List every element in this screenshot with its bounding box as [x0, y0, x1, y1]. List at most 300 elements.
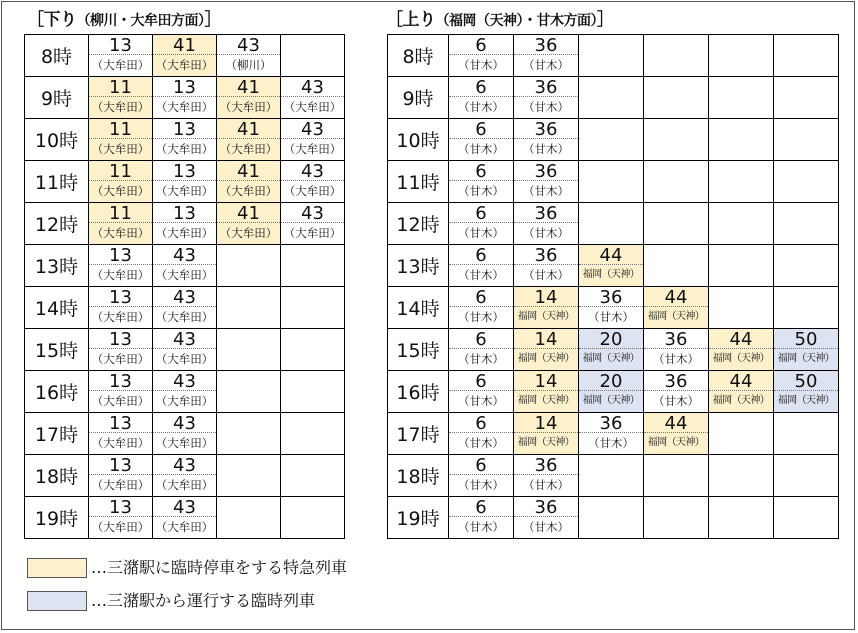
- departure-minute: 6: [449, 329, 513, 349]
- up-section-title: [386, 8, 614, 32]
- empty-cell: [579, 77, 644, 119]
- empty-cell: [709, 203, 774, 245]
- train-cell: [449, 203, 514, 245]
- departure-minute: 43: [153, 245, 216, 265]
- destination-label: （甘木）: [523, 520, 569, 534]
- departure-minute: 43: [153, 497, 216, 517]
- up-row-9: [388, 413, 839, 455]
- departure-minute: 44: [579, 245, 643, 265]
- empty-cell: [644, 35, 709, 77]
- destination-label: （大牟田）: [155, 184, 214, 198]
- empty-cell: [281, 455, 345, 497]
- destination-label: （甘木）: [458, 436, 504, 450]
- destination-label: 福岡（天神）: [647, 311, 705, 322]
- empty-cell: [644, 161, 709, 203]
- destination-label: （大牟田）: [91, 100, 150, 114]
- departure-minute: 6: [449, 35, 513, 55]
- hour-label: 11時: [388, 161, 449, 203]
- hour-label: 12時: [25, 203, 89, 245]
- up-row-1: [388, 77, 839, 119]
- up-row-11: [388, 497, 839, 539]
- train-cell: [153, 455, 217, 497]
- destination-label: （大牟田）: [155, 268, 214, 282]
- hour-label: 13時: [388, 245, 449, 287]
- hour-label: 18時: [388, 455, 449, 497]
- train-cell: [644, 371, 709, 413]
- up-title-end: ］: [597, 10, 614, 30]
- empty-cell: [281, 413, 345, 455]
- destination-label: （甘木）: [653, 352, 699, 366]
- empty-cell: [709, 35, 774, 77]
- up-row-6: [388, 287, 839, 329]
- up-row-5: [388, 245, 839, 287]
- train-cell: [644, 287, 709, 329]
- empty-cell: [579, 497, 644, 539]
- empty-cell: [774, 77, 839, 119]
- train-cell: [217, 35, 281, 77]
- empty-cell: [217, 455, 281, 497]
- departure-minute: 41: [217, 161, 280, 181]
- train-cell: [89, 119, 153, 161]
- empty-cell: [217, 329, 281, 371]
- down-title: ［下り: [27, 10, 77, 30]
- train-cell: [153, 35, 217, 77]
- empty-cell: [217, 497, 281, 539]
- train-cell: [579, 329, 644, 371]
- train-cell: [449, 455, 514, 497]
- train-cell: [89, 329, 153, 371]
- departure-minute: 43: [153, 287, 216, 307]
- up-row-0: [388, 35, 839, 77]
- departure-minute: 36: [644, 371, 708, 391]
- departure-minute: 50: [774, 371, 838, 391]
- train-cell: [89, 413, 153, 455]
- down-row-10: [25, 455, 345, 497]
- empty-cell: [709, 119, 774, 161]
- up-subtitle: （福岡（天神）・甘木方面）: [435, 13, 597, 29]
- hour-label: 15時: [25, 329, 89, 371]
- empty-cell: [644, 455, 709, 497]
- train-cell: [217, 119, 281, 161]
- down-timetable: [24, 34, 345, 539]
- empty-cell: [644, 203, 709, 245]
- destination-label: （大牟田）: [283, 226, 342, 240]
- destination-label: （甘木）: [458, 352, 504, 366]
- empty-cell: [281, 371, 345, 413]
- train-cell: [514, 119, 579, 161]
- departure-minute: 13: [89, 287, 152, 307]
- down-section-title: [27, 8, 221, 32]
- destination-label: （甘木）: [458, 184, 504, 198]
- train-cell: [514, 329, 579, 371]
- train-cell: [153, 413, 217, 455]
- hour-label: 18時: [25, 455, 89, 497]
- legend-swatch-blue: [27, 591, 87, 611]
- destination-label: （大牟田）: [219, 184, 278, 198]
- destination-label: 福岡（天神）: [582, 353, 640, 364]
- destination-label: （大牟田）: [219, 142, 278, 156]
- destination-label: （甘木）: [523, 226, 569, 240]
- empty-cell: [281, 287, 345, 329]
- destination-label: 福岡（天神）: [517, 395, 575, 406]
- hour-label: 14時: [25, 287, 89, 329]
- empty-cell: [774, 497, 839, 539]
- train-cell: [89, 245, 153, 287]
- train-cell: [281, 161, 345, 203]
- train-cell: [449, 329, 514, 371]
- train-cell: [89, 161, 153, 203]
- train-cell: [281, 77, 345, 119]
- empty-cell: [217, 287, 281, 329]
- empty-cell: [774, 119, 839, 161]
- empty-cell: [579, 35, 644, 77]
- departure-minute: 13: [89, 329, 152, 349]
- departure-minute: 6: [449, 413, 513, 433]
- destination-label: （大牟田）: [91, 478, 150, 492]
- departure-minute: 20: [579, 371, 643, 391]
- hour-label: 11時: [25, 161, 89, 203]
- down-row-1: [25, 77, 345, 119]
- up-row-3: [388, 161, 839, 203]
- destination-label: （大牟田）: [219, 100, 278, 114]
- train-cell: [153, 371, 217, 413]
- train-cell: [281, 203, 345, 245]
- departure-minute: 11: [89, 203, 152, 223]
- departure-minute: 36: [514, 119, 578, 139]
- destination-label: （大牟田）: [155, 394, 214, 408]
- empty-cell: [774, 287, 839, 329]
- destination-label: （甘木）: [458, 310, 504, 324]
- empty-cell: [774, 413, 839, 455]
- train-cell: [644, 413, 709, 455]
- destination-label: （大牟田）: [283, 184, 342, 198]
- empty-cell: [709, 455, 774, 497]
- departure-minute: 13: [153, 119, 216, 139]
- departure-minute: 13: [89, 413, 152, 433]
- departure-minute: 43: [153, 455, 216, 475]
- hour-label: 10時: [25, 119, 89, 161]
- departure-minute: 43: [281, 161, 344, 181]
- empty-cell: [644, 245, 709, 287]
- departure-minute: 44: [644, 413, 708, 433]
- destination-label: 福岡（天神）: [647, 437, 705, 448]
- hour-label: 12時: [388, 203, 449, 245]
- up-row-10: [388, 455, 839, 497]
- departure-minute: 36: [644, 329, 708, 349]
- train-cell: [514, 371, 579, 413]
- destination-label: （甘木）: [523, 58, 569, 72]
- destination-label: 福岡（天神）: [712, 353, 770, 364]
- empty-cell: [774, 245, 839, 287]
- train-cell: [89, 35, 153, 77]
- down-row-11: [25, 497, 345, 539]
- train-cell: [449, 119, 514, 161]
- destination-label: （大牟田）: [155, 352, 214, 366]
- departure-minute: 36: [514, 497, 578, 517]
- down-row-3: [25, 161, 345, 203]
- departure-minute: 36: [514, 35, 578, 55]
- legend-swatch-yellow: [27, 558, 87, 578]
- train-cell: [514, 497, 579, 539]
- empty-cell: [709, 77, 774, 119]
- train-cell: [709, 329, 774, 371]
- empty-cell: [709, 245, 774, 287]
- train-cell: [89, 203, 153, 245]
- empty-cell: [774, 161, 839, 203]
- departure-minute: 6: [449, 371, 513, 391]
- down-row-5: [25, 245, 345, 287]
- train-cell: [89, 77, 153, 119]
- departure-minute: 14: [514, 287, 578, 307]
- empty-cell: [217, 413, 281, 455]
- empty-cell: [579, 203, 644, 245]
- destination-label: （甘木）: [523, 478, 569, 492]
- train-cell: [774, 329, 839, 371]
- hour-label: 8時: [25, 35, 89, 77]
- destination-label: （甘木）: [458, 520, 504, 534]
- departure-minute: 36: [514, 245, 578, 265]
- departure-minute: 6: [449, 119, 513, 139]
- down-row-0: [25, 35, 345, 77]
- hour-label: 15時: [388, 329, 449, 371]
- empty-cell: [281, 245, 345, 287]
- down-row-9: [25, 413, 345, 455]
- destination-label: （大牟田）: [155, 226, 214, 240]
- empty-cell: [774, 455, 839, 497]
- departure-minute: 6: [449, 287, 513, 307]
- destination-label: （大牟田）: [155, 520, 214, 534]
- destination-label: （甘木）: [523, 100, 569, 114]
- train-cell: [709, 371, 774, 413]
- destination-label: （大牟田）: [91, 142, 150, 156]
- down-row-4: [25, 203, 345, 245]
- empty-cell: [579, 119, 644, 161]
- destination-label: （大牟田）: [219, 226, 278, 240]
- destination-label: 福岡（天神）: [582, 395, 640, 406]
- departure-minute: 13: [89, 245, 152, 265]
- down-subtitle: （柳川・大牟田方面）: [76, 13, 205, 29]
- train-cell: [514, 245, 579, 287]
- destination-label: （大牟田）: [155, 58, 214, 72]
- departure-minute: 13: [153, 77, 216, 97]
- departure-minute: 44: [709, 329, 773, 349]
- departure-minute: 43: [217, 35, 280, 55]
- departure-minute: 14: [514, 371, 578, 391]
- train-cell: [514, 161, 579, 203]
- departure-minute: 44: [709, 371, 773, 391]
- train-cell: [89, 371, 153, 413]
- train-cell: [449, 77, 514, 119]
- train-cell: [514, 455, 579, 497]
- destination-label: （甘木）: [458, 394, 504, 408]
- hour-label: 14時: [388, 287, 449, 329]
- hour-label: 16時: [388, 371, 449, 413]
- departure-minute: 36: [579, 413, 643, 433]
- departure-minute: 13: [89, 455, 152, 475]
- train-cell: [153, 161, 217, 203]
- departure-minute: 43: [153, 329, 216, 349]
- destination-label: 福岡（天神）: [712, 395, 770, 406]
- up-title: ［上り: [386, 10, 436, 30]
- empty-cell: [281, 35, 345, 77]
- destination-label: （柳川）: [225, 58, 272, 72]
- departure-minute: 6: [449, 161, 513, 181]
- destination-label: 福岡（天神）: [517, 353, 575, 364]
- destination-label: （大牟田）: [155, 478, 214, 492]
- destination-label: 福岡（天神）: [517, 437, 575, 448]
- departure-minute: 36: [514, 77, 578, 97]
- down-row-8: [25, 371, 345, 413]
- destination-label: （大牟田）: [155, 310, 214, 324]
- train-cell: [217, 203, 281, 245]
- destination-label: （甘木）: [523, 268, 569, 282]
- train-cell: [153, 245, 217, 287]
- empty-cell: [281, 329, 345, 371]
- departure-minute: 14: [514, 413, 578, 433]
- down-title-end: ］: [204, 10, 221, 30]
- destination-label: 福岡（天神）: [777, 395, 835, 406]
- departure-minute: 41: [153, 35, 216, 55]
- destination-label: （大牟田）: [91, 268, 150, 282]
- train-cell: [514, 35, 579, 77]
- departure-minute: 13: [89, 371, 152, 391]
- departure-minute: 6: [449, 245, 513, 265]
- empty-cell: [217, 245, 281, 287]
- train-cell: [449, 161, 514, 203]
- up-timetable: [387, 34, 839, 539]
- destination-label: （大牟田）: [91, 310, 150, 324]
- departure-minute: 11: [89, 119, 152, 139]
- empty-cell: [644, 497, 709, 539]
- departure-minute: 50: [774, 329, 838, 349]
- destination-label: （甘木）: [458, 142, 504, 156]
- train-cell: [514, 287, 579, 329]
- train-cell: [449, 245, 514, 287]
- destination-label: （甘木）: [458, 478, 504, 492]
- destination-label: （甘木）: [588, 310, 634, 324]
- empty-cell: [709, 413, 774, 455]
- departure-minute: 14: [514, 329, 578, 349]
- train-cell: [774, 371, 839, 413]
- train-cell: [514, 77, 579, 119]
- destination-label: （甘木）: [458, 100, 504, 114]
- departure-minute: 13: [153, 203, 216, 223]
- empty-cell: [774, 35, 839, 77]
- train-cell: [579, 245, 644, 287]
- destination-label: （大牟田）: [91, 394, 150, 408]
- departure-minute: 6: [449, 455, 513, 475]
- train-cell: [281, 119, 345, 161]
- train-cell: [449, 287, 514, 329]
- up-row-2: [388, 119, 839, 161]
- train-cell: [514, 203, 579, 245]
- train-cell: [217, 161, 281, 203]
- departure-minute: 11: [89, 77, 152, 97]
- destination-label: （大牟田）: [91, 184, 150, 198]
- departure-minute: 36: [579, 287, 643, 307]
- departure-minute: 43: [281, 77, 344, 97]
- down-row-7: [25, 329, 345, 371]
- train-cell: [153, 497, 217, 539]
- train-cell: [449, 371, 514, 413]
- train-cell: [153, 77, 217, 119]
- hour-label: 10時: [388, 119, 449, 161]
- destination-label: （甘木）: [458, 226, 504, 240]
- destination-label: （大牟田）: [283, 100, 342, 114]
- departure-minute: 36: [514, 203, 578, 223]
- departure-minute: 13: [89, 35, 152, 55]
- departure-minute: 11: [89, 161, 152, 181]
- empty-cell: [579, 161, 644, 203]
- empty-cell: [774, 203, 839, 245]
- hour-label: 9時: [25, 77, 89, 119]
- train-cell: [579, 287, 644, 329]
- destination-label: （大牟田）: [91, 520, 150, 534]
- legend-label-express: …三潴駅に臨時停車をする特急列車: [91, 558, 348, 577]
- departure-minute: 43: [153, 371, 216, 391]
- up-row-4: [388, 203, 839, 245]
- destination-label: （大牟田）: [91, 436, 150, 450]
- destination-label: （甘木）: [653, 394, 699, 408]
- train-cell: [449, 35, 514, 77]
- hour-label: 17時: [25, 413, 89, 455]
- train-cell: [153, 287, 217, 329]
- departure-minute: 13: [89, 497, 152, 517]
- train-cell: [579, 413, 644, 455]
- departure-minute: 13: [153, 161, 216, 181]
- hour-label: 17時: [388, 413, 449, 455]
- departure-minute: 36: [514, 161, 578, 181]
- empty-cell: [217, 371, 281, 413]
- legend-label-special: …三潴駅から運行する臨時列車: [91, 591, 316, 610]
- empty-cell: [644, 77, 709, 119]
- train-cell: [217, 77, 281, 119]
- destination-label: （大牟田）: [283, 142, 342, 156]
- empty-cell: [709, 287, 774, 329]
- departure-minute: 41: [217, 77, 280, 97]
- destination-label: （甘木）: [458, 268, 504, 282]
- hour-label: 19時: [25, 497, 89, 539]
- departure-minute: 6: [449, 77, 513, 97]
- destination-label: 福岡（天神）: [582, 269, 640, 280]
- destination-label: （大牟田）: [91, 58, 150, 72]
- hour-label: 9時: [388, 77, 449, 119]
- down-row-6: [25, 287, 345, 329]
- departure-minute: 43: [153, 413, 216, 433]
- train-cell: [153, 203, 217, 245]
- hour-label: 8時: [388, 35, 449, 77]
- destination-label: （大牟田）: [91, 226, 150, 240]
- hour-label: 19時: [388, 497, 449, 539]
- train-cell: [89, 287, 153, 329]
- up-row-8: [388, 371, 839, 413]
- train-cell: [449, 497, 514, 539]
- empty-cell: [709, 497, 774, 539]
- destination-label: （大牟田）: [155, 100, 214, 114]
- train-cell: [579, 371, 644, 413]
- train-cell: [644, 329, 709, 371]
- empty-cell: [579, 455, 644, 497]
- departure-minute: 41: [217, 203, 280, 223]
- departure-minute: 41: [217, 119, 280, 139]
- destination-label: （甘木）: [588, 436, 634, 450]
- train-cell: [153, 329, 217, 371]
- train-cell: [89, 455, 153, 497]
- destination-label: 福岡（天神）: [777, 353, 835, 364]
- departure-minute: 6: [449, 497, 513, 517]
- up-row-7: [388, 329, 839, 371]
- departure-minute: 36: [514, 455, 578, 475]
